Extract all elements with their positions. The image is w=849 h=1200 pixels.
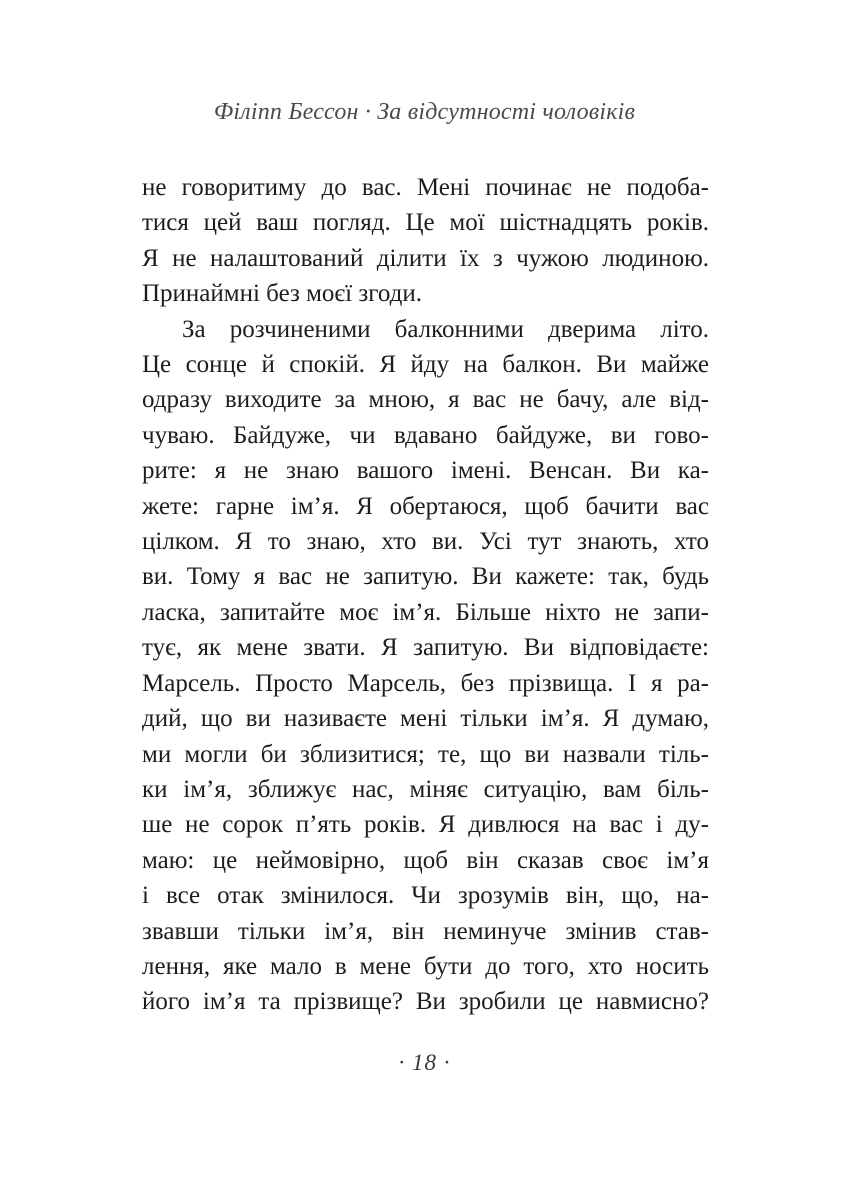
text-line: Це сонце й спокій. Я йду на балкон. Ви майже xyxy=(142,351,709,379)
text-line: ви. Тому я вас не запитую. Ви кажете: так, будь xyxy=(142,563,709,591)
text-line: тися цей ваш погляд. Це мої шістнадцять років. xyxy=(142,209,709,237)
text-line: жете: гарне ім’я. Я обертаюся, щоб бачити вас xyxy=(142,492,709,520)
text-line: не говоритиму до вас. Мені починає не подоба- xyxy=(142,174,709,201)
text-line: Марсель. Просто Марсель, без прізвища. І я ра- xyxy=(142,669,709,697)
page-number: · 18 · xyxy=(398,1050,451,1075)
text-line-paragraph-end: Принаймні без моєї згоди. xyxy=(142,280,422,308)
text-line: лення, яке мало в мене бути до того, хто носить xyxy=(142,952,709,980)
text-line: тує, як мене звати. Я запитую. Ви відповідаєте: xyxy=(142,634,709,662)
text-line: ласка, запитайте моє ім’я. Більше ніхто не запи- xyxy=(142,598,709,626)
text-line: рите: я не знаю вашого імені. Венсан. Ви ка- xyxy=(142,457,709,485)
body-text-block xyxy=(142,170,709,1020)
running-header: Філіпп Бессон · За відсутності чоловіків xyxy=(213,99,636,125)
text-line: одразу виходите за мною, я вас не бачу, але від- xyxy=(142,386,709,414)
text-line: звавши тільки ім’я, він неминуче змінив став- xyxy=(142,917,709,945)
text-line: ми могли би зблизитися; те, що ви назвали тіль- xyxy=(142,740,709,768)
text-line: Я не налаштований ділити їх з чужою людиною. xyxy=(142,244,709,272)
text-line: його ім’я та прізвище? Ви зробили це навмисно? xyxy=(142,988,709,1016)
text-line: маю: це неймовірно, щоб він сказав своє ім’я xyxy=(142,846,709,874)
text-line: чуваю. Байдуже, чи вдавано байдуже, ви гово- xyxy=(142,421,709,449)
text-line: ше не сорок п’ять років. Я дивлюся на вас і ду- xyxy=(142,811,709,839)
text-line: цілком. Я то знаю, хто ви. Усі тут знають, хто xyxy=(142,528,709,556)
text-line: і все отак змінилося. Чи зрозумів він, що, на- xyxy=(142,882,709,910)
text-line-paragraph-start: За розчиненими балконними дверима літо. xyxy=(182,315,709,343)
text-line: дий, що ви називаєте мені тільки ім’я. Я думаю, xyxy=(142,705,709,733)
text-line: ки ім’я, зближує нас, міняє ситуацію, вам біль- xyxy=(142,775,709,803)
